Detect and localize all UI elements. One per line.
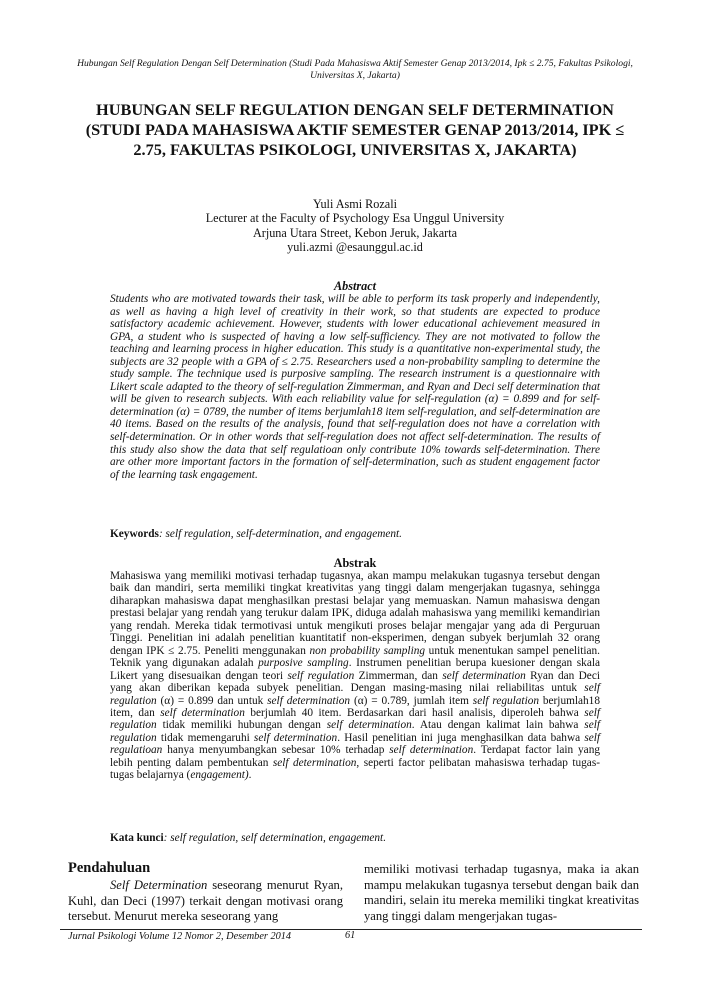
author-affiliation: Lecturer at the Faculty of Psychology Esa Unggul University bbox=[205, 211, 505, 226]
body-column-left: Self Determination seseorang menurut Ryan, Kuhl, dan Deci (1997) terkait dengan motivasi orang tersebut. Menurut mereka seseorang yang bbox=[68, 878, 343, 923]
page-number: 61 bbox=[345, 930, 356, 941]
keywords-label: Keywords bbox=[110, 528, 159, 540]
abstrak-text: Mahasiswa yang memiliki motivasi terhadap tugasnya, akan mampu melakukan tugasnya tersebut dengan baik dan mandiri, serta memiliki tingkat kreativitas yang tinggi dalam mengerjakan tugasnya, sehingga diharapkan mahasiswa dapat menghasilkan prestasi belajar yang memuaskan. Namun mahasiswa dengan prestasi belajar yang rendah yang terukur dalam IPK, diduga adalah mahasiswa yang memiliki kemandirian yang rendah. Mereka tidak termotivasi untuk mengikuti proses belajar mengajar yang ada di Perguruan Tinggi. Penelitian ini adalah penelitian kuantitatif non-eksperimen, dengan subyek berjumlah 32 orang dengan IPK ≤ 2.75. Peneliti menggunakan non probability sampling untuk menentukan sampel penelitian. Teknik yang digunakan adalah purposive sampling. Instrumen penelitian berupa kuesioner dengan skala Likert yang disesuaikan dengan teori self regulation Zimmerman, dan self determination Ryan dan Deci yang akan diberikan kepada subyek penelitian. Dengan masing-masing nilai reliabilitas untuk self regulation (α) = 0.899 dan untuk self determination (α) = 0.789, jumlah item self regulation berjumlah18 item, dan self determination berjumlah 40 item. Berdasarkan dari hasil analisis, diperoleh bahwa self regulation tidak memiliki hubungan dengan self determination. Atau dengan kalimat lain bahwa self regulation tidak memengaruhi self determination. Hasil penelitian ini juga menghasilkan data bahwa self regulatioan hanya menyumbangkan sebesar 10% terhadap self determination. Terdapat factor lain yang lebih penting dalam pembentukan self determination, seperti factor pelibatan mahasiswa terhadap tugas-tugas belajarnya (engagement). bbox=[110, 570, 601, 782]
abstrak-heading: Abstrak bbox=[333, 556, 377, 570]
running-head: Hubungan Self Regulation Dengan Self Determination (Studi Pada Mahasiswa Aktif Semester Genap 2013/2014, Ipk ≤ 2.75, Fakultas Psikologi, Universitas X, Jakarta) bbox=[77, 58, 633, 81]
title-line: HUBUNGAN SELF REGULATION DENGAN SELF DETERMINATION bbox=[96, 100, 614, 119]
author-name: Yuli Asmi Rozali bbox=[313, 197, 397, 211]
kata-kunci bbox=[110, 832, 600, 845]
footer-journal: Jurnal Psikologi Volume 12 Nomor 2, Desember 2014 bbox=[68, 931, 292, 942]
author-block bbox=[60, 197, 650, 255]
abstract-heading: Abstract bbox=[334, 279, 376, 293]
kata-kunci-label: Kata kunci bbox=[110, 832, 164, 844]
title-line: (STUDI PADA MAHASISWA AKTIF SEMESTER GENAP 2013/2014, IPK ≤ bbox=[85, 120, 625, 139]
keywords-text: : self regulation, self-determination, and engagement. bbox=[158, 528, 403, 540]
section-heading-pendahuluan: Pendahuluan bbox=[68, 860, 151, 876]
keywords bbox=[110, 528, 600, 541]
paper-title bbox=[60, 100, 650, 160]
author-email: yuli.azmi @esaunggul.ac.id bbox=[287, 240, 423, 255]
abstract-text: Students who are motivated towards their task, will be able to perform its task properly and independently, as well as having a high level of creativity in their work, so that students are expected to produce satisfactory academic achievement. However, students with lower educational achievement measured in GPA, a student who is suspected of having a low self-sufficiency. They are not motivated to follow the teaching and learning process in higher education. This study is a quantitative non-experimental study, the subjects are 32 people with a GPA of ≤ 2.75. Researchers used a non-probability sampling to determine the study sample. The technique used is purposive sampling. The research instrument is a questionnaire with Likert scale adapted to the theory of self-regulation Zimmerman, and Ryan and Deci self determination that will be given to research subjects. With each reliability value for self-regulation (α) = 0.899 and for self-determination (α) = 0789, the number of items berjumlah18 item self-regulation, and self-determination are 40 items. Based on the results of the analysis, found that self-regulation does not have a correlation with self-determination. Or in other words that self-regulation does not affect self-determination. The results of this study also show the data that self regulatioan only contribute 10% towards self-determination. There are other more important factors in the formation of self-determination, such as student engagement factor of the learning task engagement. bbox=[110, 293, 600, 481]
body-column-right: memiliki motivasi terhadap tugasnya, maka ia akan mampu melakukan tugasnya tersebut dengan baik dan mandiri, selain itu mereka memiliki tingkat kreativitas yang tinggi dalam mengerjakan tugas- bbox=[364, 862, 639, 923]
author-address: Arjuna Utara Street, Kebon Jeruk, Jakarta bbox=[252, 225, 458, 240]
kata-kunci-text: : self regulation, self determination, engagement. bbox=[163, 832, 387, 844]
title-line: 2.75, FAKULTAS PSIKOLOGI, UNIVERSITAS X, JAKARTA) bbox=[133, 140, 577, 159]
